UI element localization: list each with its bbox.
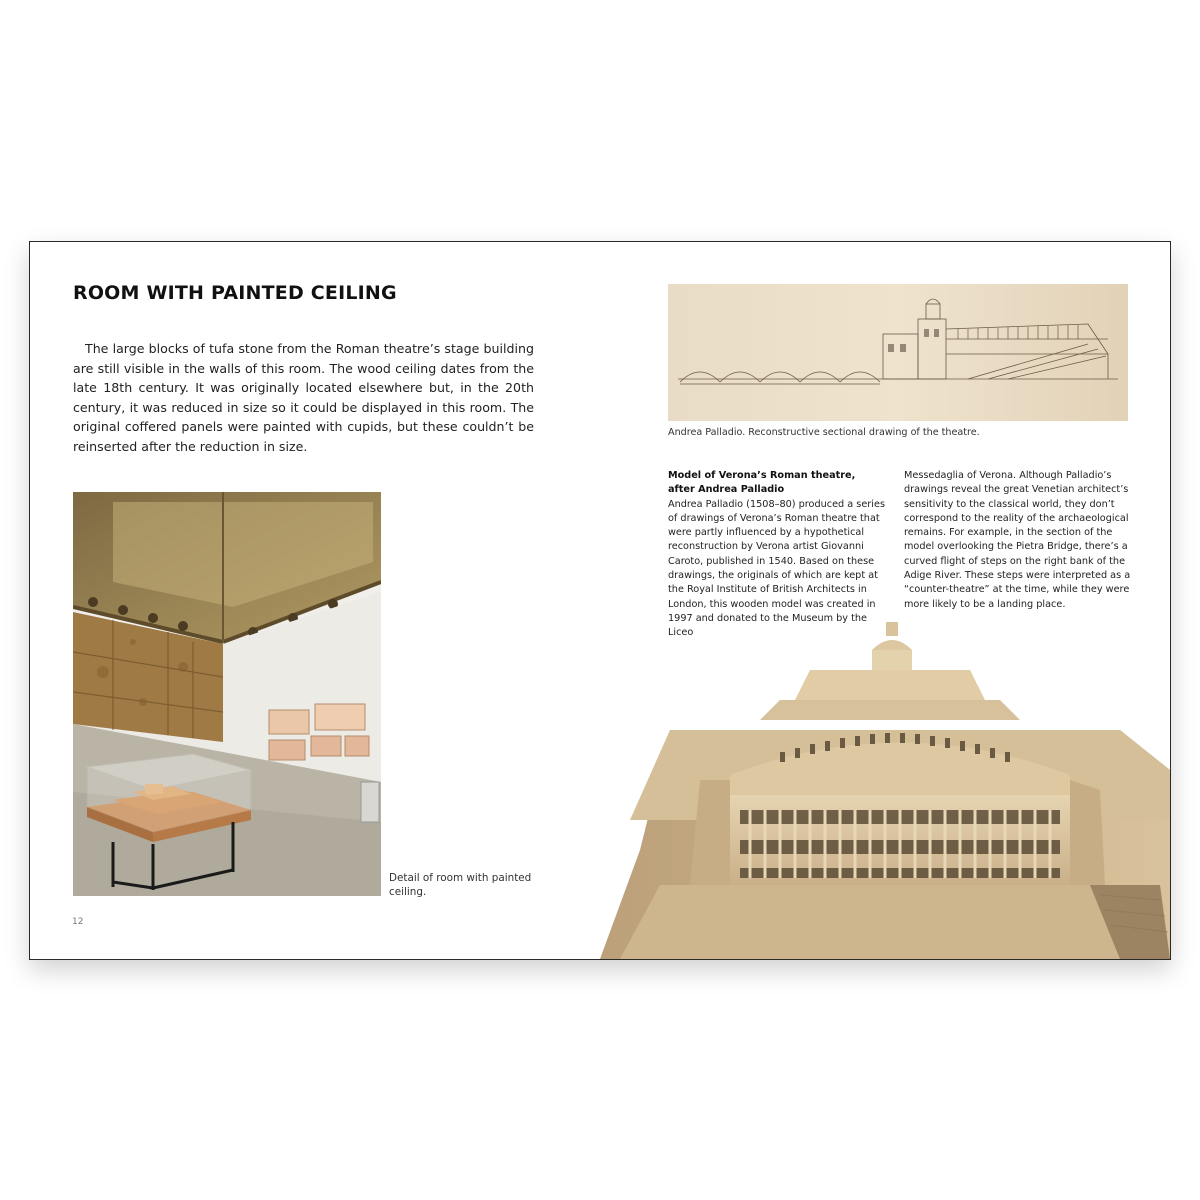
page-title: ROOM WITH PAINTED CEILING	[73, 282, 397, 304]
model-description-1: Andrea Palladio (1508–80) produced a series of drawings of Verona’s Roman theatre that were partly influenced by a hypothetical reconstruction by Verona artist Giovanni Caroto, published in 1540. Based on these drawings, the originals of which are kept at the Royal Institute of British Architects in London, this wooden model was created in 1997 and donated to the Museum by the Liceo	[668, 498, 885, 639]
intro-paragraph: The large blocks of tufa stone from the Roman theatre’s stage building are still visible in the walls of this room. The wood ceiling dates from the late 18th century. It was originally located elsewhere but, in the 20th century, it was reduced in size so it could be displayed in this room. The original coffered panels were painted with cupids, but these couldn’t be reinserted after the reduction in size.	[73, 341, 534, 454]
model-text-column-1	[668, 469, 894, 641]
book-spread	[29, 241, 1171, 960]
palladio-sectional-drawing	[668, 284, 1128, 421]
model-title-line-2: after Andrea Palladio	[668, 484, 785, 496]
room-photo	[73, 492, 381, 896]
room-photo-caption: Detail of room with painted ceiling.	[389, 872, 532, 898]
model-text-column-2: Messedaglia of Verona. Although Palladio’s drawings reveal the great Venetian architect’s sensitivity to the classical world, they don’t correspond to the reality of the archaeological remains. For example, in the section of the model overlooking the Pietra Bridge, there’s a curved flight of steps on the right bank of the Adige River. These steps were interpreted as a “counter-theatre” at the time, while they were more likely to be a landing place.	[904, 470, 1131, 610]
model-title-line-1: Model of Verona’s Roman theatre,	[668, 470, 856, 481]
theatre-model-photo	[600, 620, 1170, 959]
sketch-caption: Andrea Palladio. Reconstructive sectional drawing of the theatre.	[668, 427, 980, 438]
page-number: 12	[72, 917, 84, 927]
